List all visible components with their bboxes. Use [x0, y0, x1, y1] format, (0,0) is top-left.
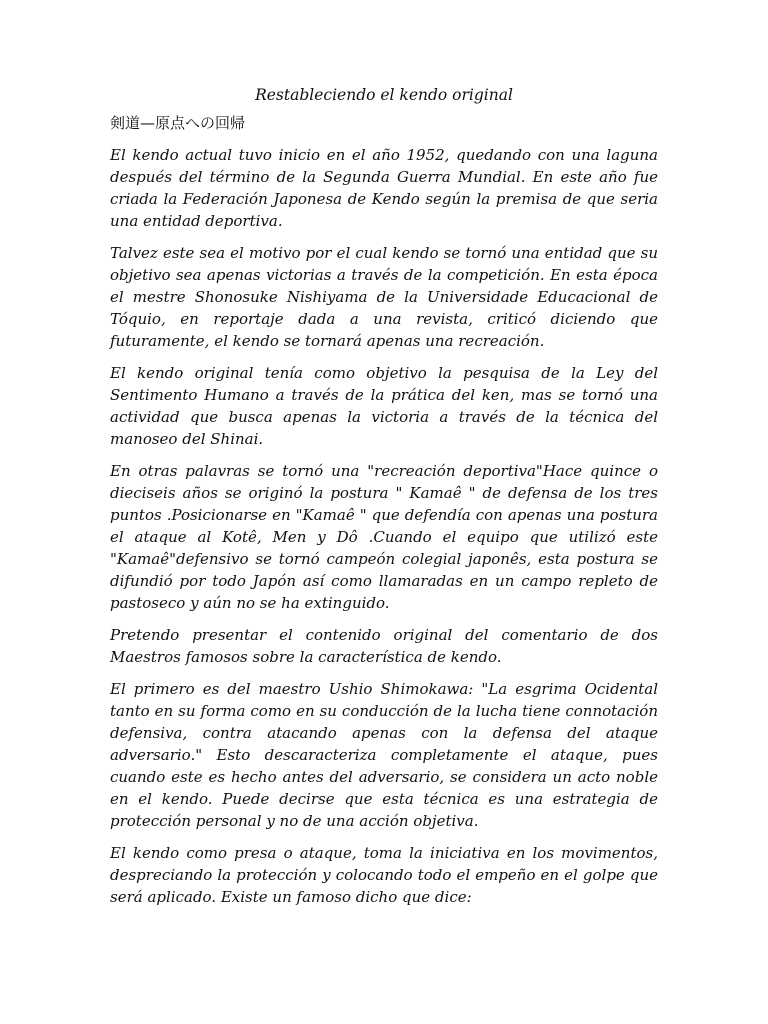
paragraph-1: El kendo actual tuvo inicio en el año 1952, quedando con una laguna después del término de la Segunda Guerra Mundial. En este año fue criada la Federación Japonesa de Kendo según la premisa de que seria una entidad deportiva. [110, 146, 658, 230]
paragraph-7: El kendo como presa o ataque, toma la iniciativa en los movimentos, despreciando la protección y colocando todo el empeño en el golpe que será aplicado. Existe un famoso dicho que dice: [110, 844, 658, 906]
paragraph-3: El kendo original tenía como objetivo la pesquisa de la Ley del Sentimento Humano a través de la prática del ken, mas se tornó una actividad que busca apenas la victoria a través de la técnica del manoseo del Shinai. [110, 364, 658, 448]
paragraph-5: Pretendo presentar el contenido original del comentario de dos Maestros famosos sobre la característica de kendo. [110, 626, 658, 666]
paragraph-6: El primero es del maestro Ushio Shimokawa: "La esgrima Ocidental tanto en su forma como en su conducción de la lucha tiene connotación defensiva, contra atacando apenas con la defensa del ataque adversario." Esto descaracteriza completamente el ataque, pues cuando este es hecho antes del adversario, se considera un acto noble en el kendo. Puede decirse que esta técnica es una estrategia de protección personal y no de una acción objetiva. [110, 680, 658, 830]
document-title: Restableciendo el kendo original [255, 86, 513, 104]
document-page [110, 84, 658, 918]
japanese-title: 剣道—原点への回帰 [110, 114, 246, 132]
paragraph-2: Talvez este sea el motivo por el cual kendo se tornó una entidad que su objetivo sea apenas victorias a través de la competición. En esta época el mestre Shonosuke Nishiyama de la Universidade Educacional de Tóquio, en reportaje dada a una revista, criticó diciendo que futuramente, el kendo se tornará apenas una recreación. [110, 244, 658, 350]
paragraph-4: En otras palavras se tornó una "recreación deportiva"Hace quince o dieciseis años se originó la postura " Kamaê " de defensa de los tres puntos .Posicionarse en "Kamaê " que defendía con apenas una postura el ataque al Kotê, Men y Dô .Cuando el equipo que utilizó este "Kamaê"defensivo se tornó campeón colegial japonês, esta postura se difundió por todo Japón así como llamaradas en un campo repleto de pastoseco y aún no se ha extinguido. [110, 462, 658, 612]
